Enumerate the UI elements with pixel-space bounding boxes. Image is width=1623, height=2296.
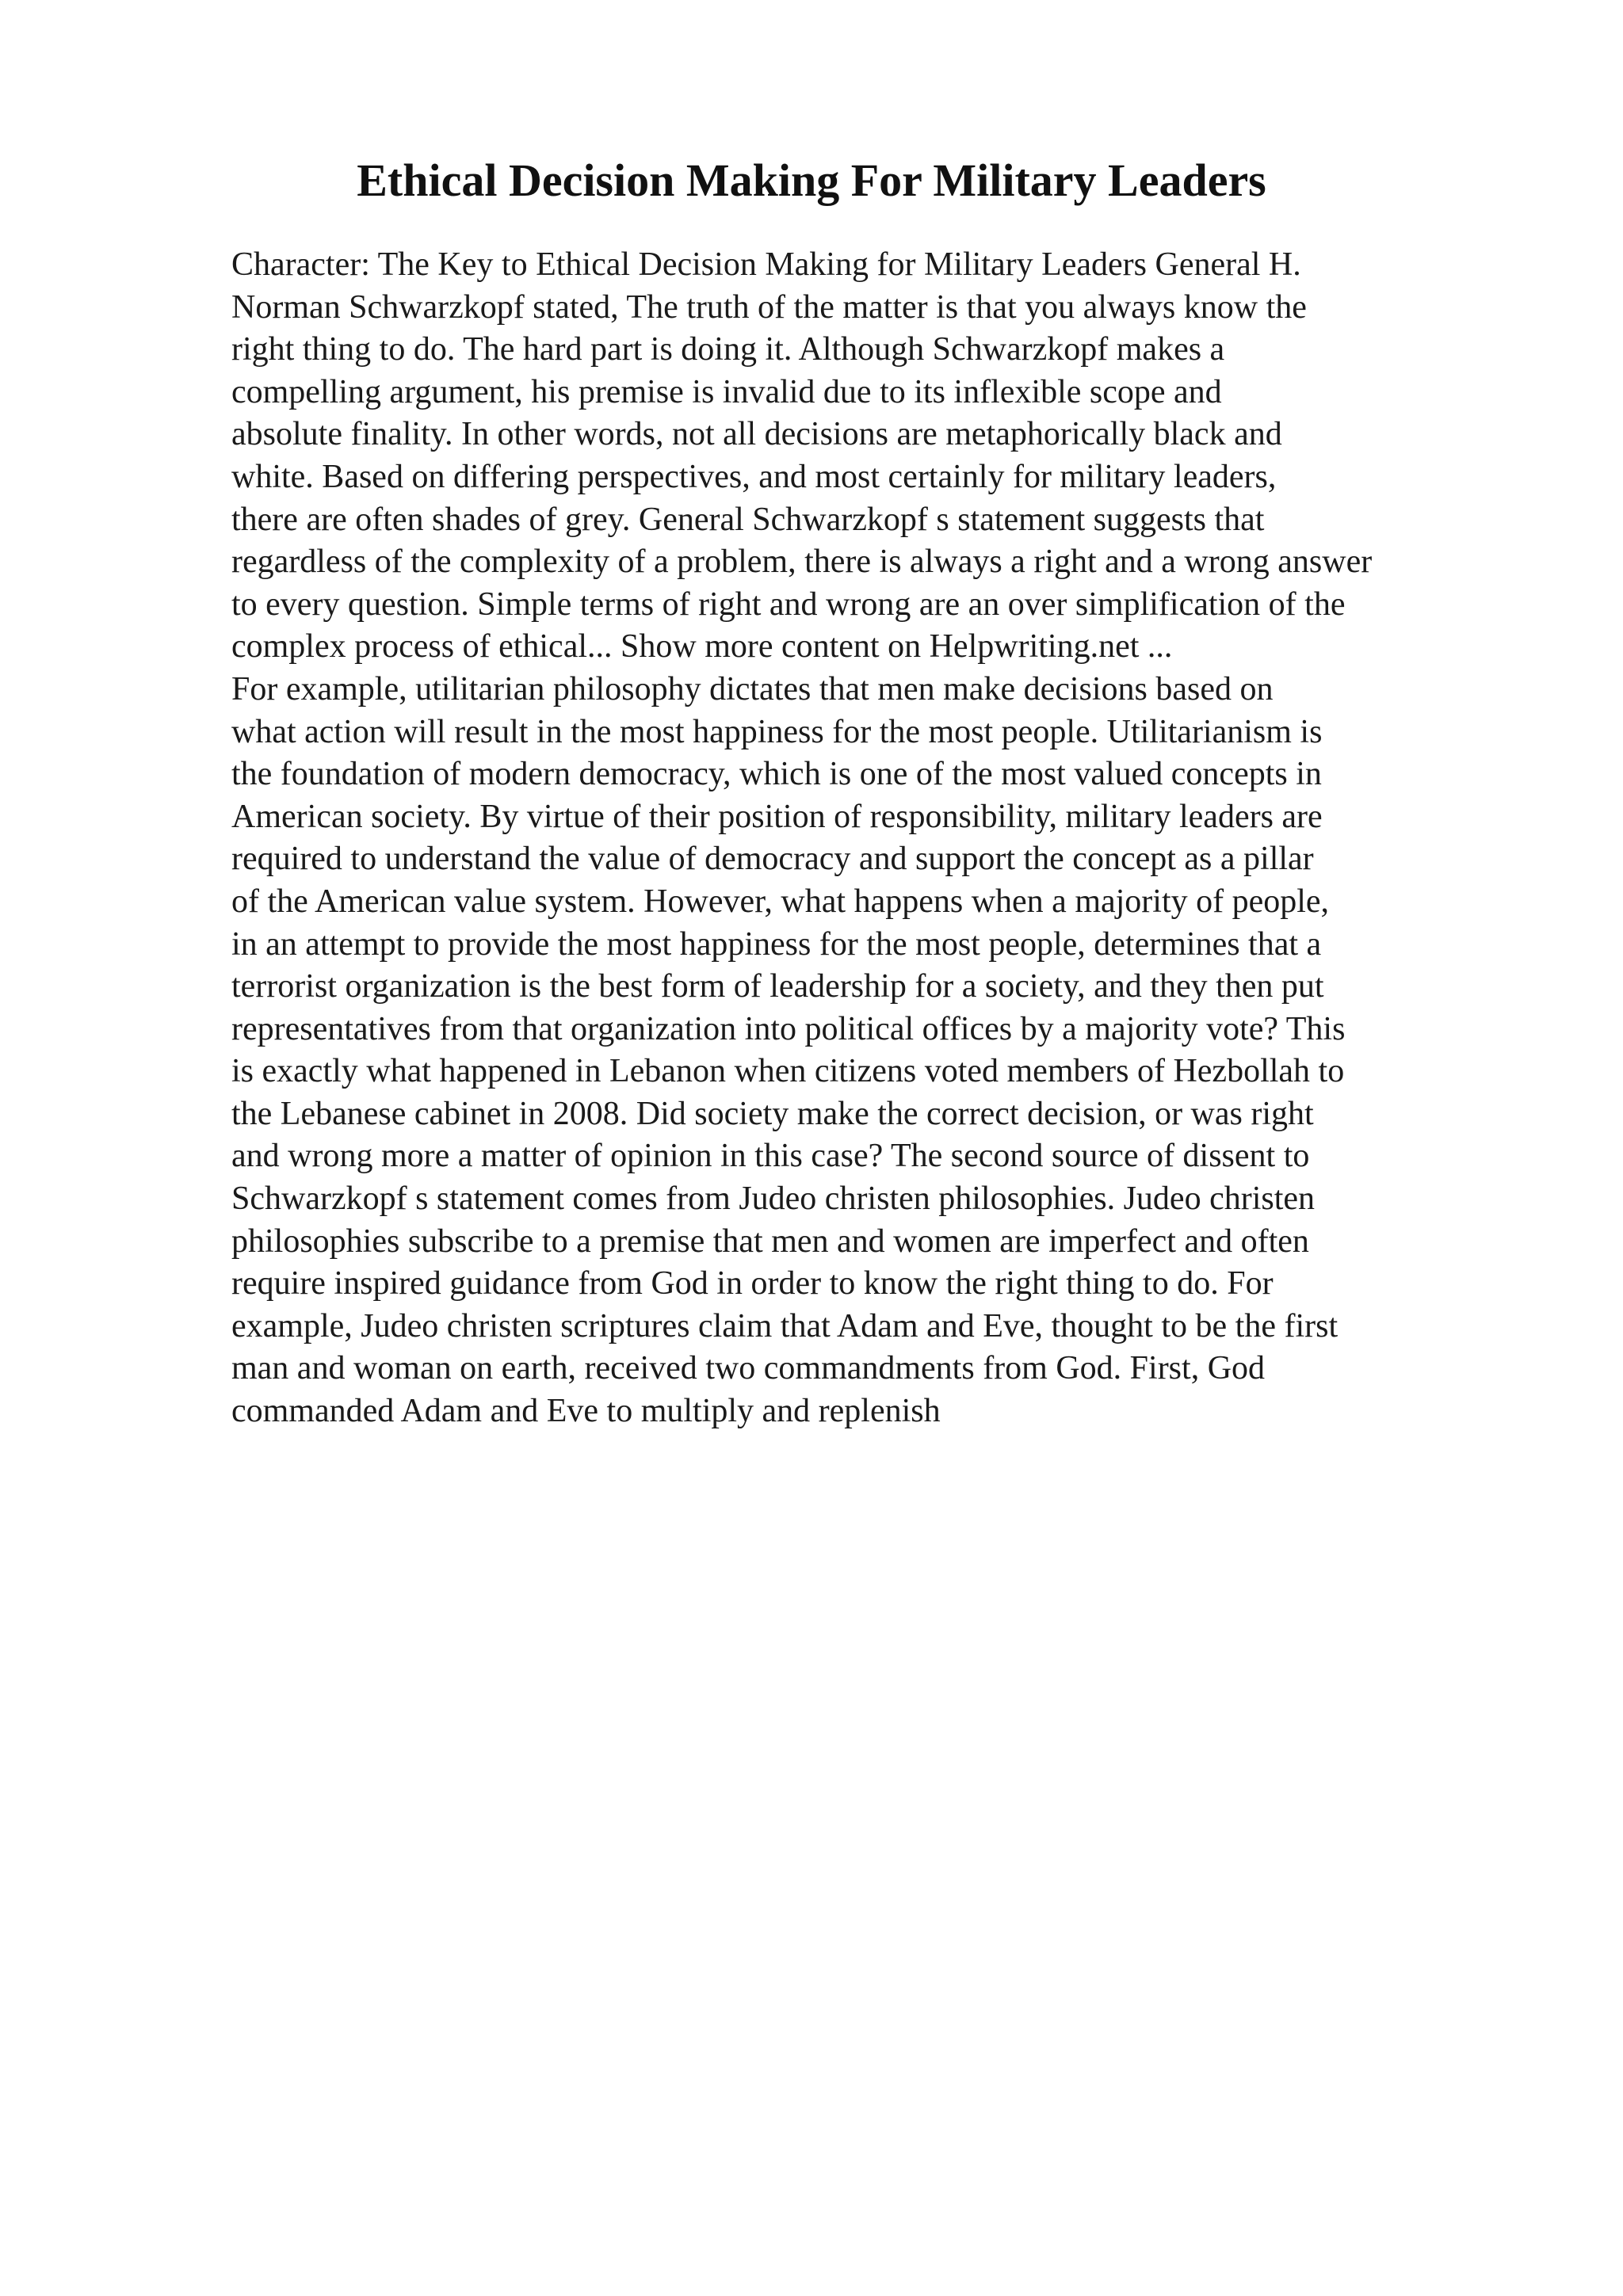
body-line: terrorist organization is the best form of leadership for a society, and they then put	[231, 968, 1324, 1005]
body-line: what action will result in the most happiness for the most people. Utilitarianism is	[231, 713, 1323, 750]
body-line: regardless of the complexity of a problem, there is always a right and a wrong answer	[231, 543, 1373, 581]
body-line: in an attempt to provide the most happiness for the most people, determines that a	[231, 925, 1322, 963]
body-line: commanded Adam and Eve to multiply and replenish	[231, 1393, 941, 1430]
body-line: require inspired guidance from God in order to know the right thing to do. For	[231, 1265, 1274, 1302]
body-line: the foundation of modern democracy, which is one of the most valued concepts in	[231, 756, 1322, 793]
body-line: Schwarzkopf s statement comes from Judeo christen philosophies. Judeo christen	[231, 1180, 1316, 1218]
body-line: required to understand the value of democracy and support the concept as a pillar	[231, 841, 1314, 878]
body-line: Character: The Key to Ethical Decision Making for Military Leaders General H.	[231, 246, 1301, 283]
body-line: philosophies subscribe to a premise that men and women are imperfect and often	[231, 1222, 1309, 1260]
body-line: absolute finality. In other words, not all decisions are metaphorically black and	[231, 416, 1282, 453]
document-body	[231, 244, 1531, 1433]
body-line: there are often shades of grey. General Schwarzkopf s statement suggests that	[231, 501, 1265, 538]
body-line: compelling argument, his premise is invalid due to its inflexible scope and	[231, 373, 1222, 410]
body-line: and wrong more a matter of opinion in this case? The second source of dissent to	[231, 1138, 1310, 1175]
body-line: right thing to do. The hard part is doing it. Although Schwarzkopf makes a	[231, 331, 1225, 368]
body-line: representatives from that organization into political offices by a majority vote? This	[231, 1010, 1346, 1047]
body-line: white. Based on differing perspectives, and most certainly for military leaders,	[231, 458, 1277, 495]
body-line: the Lebanese cabinet in 2008. Did society make the correct decision, or was right	[231, 1095, 1314, 1132]
body-line: to every question. Simple terms of right and wrong are an over simplification of the	[231, 585, 1346, 623]
body-line: Norman Schwarzkopf stated, The truth of the matter is that you always know the	[231, 288, 1307, 326]
body-line: man and woman on earth, received two commandments from God. First, God	[231, 1350, 1266, 1387]
body-line: For example, utilitarian philosophy dictates that men make decisions based on	[231, 670, 1274, 707]
body-line: complex process of ethical... Show more content on Helpwriting.net ...	[231, 628, 1173, 666]
body-line: example, Judeo christen scriptures claim that Adam and Eve, thought to be the first	[231, 1307, 1338, 1344]
body-line: of the American value system. However, what happens when a majority of people,	[231, 883, 1330, 920]
body-line: is exactly what happened in Lebanon when citizens voted members of Hezbollah to	[231, 1053, 1345, 1090]
body-line: American society. By virtue of their position of responsibility, military leaders are	[231, 798, 1323, 835]
document-title: Ethical Decision Making For Military Leaders	[357, 154, 1266, 206]
